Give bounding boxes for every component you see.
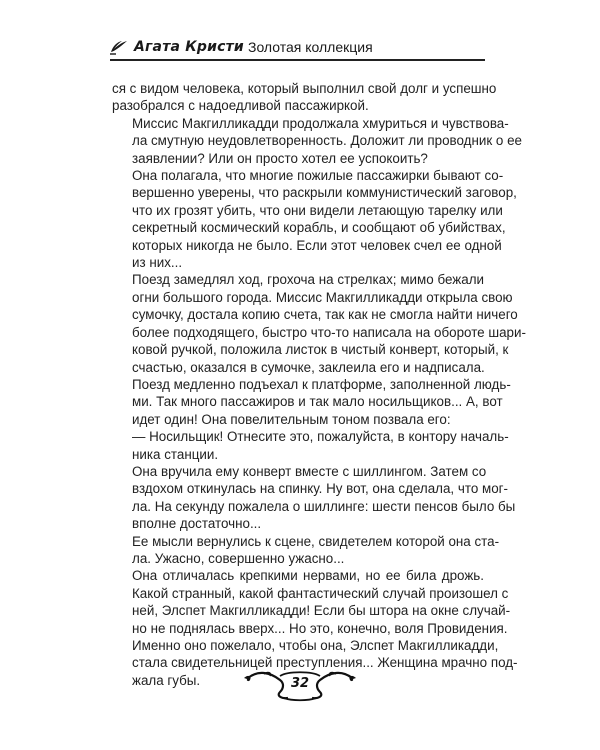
text-line: вершенно уверены, что раскрыли коммунистический заговор,: [132, 185, 517, 201]
paragraph: [112, 167, 517, 271]
text-line: ся с видом человека, который выполнил свой долг и успешно: [112, 81, 497, 96]
text-line: из них...: [132, 255, 183, 271]
text-line: Ее мысли вернулись к сцене, свидетелем которой она ста-: [132, 533, 500, 549]
paragraph: [112, 271, 526, 375]
page-number: 32: [290, 676, 310, 691]
paragraph: [112, 115, 522, 167]
text-line: заявлении? Или он просто хотел ее успокоить?: [132, 150, 428, 166]
text-line: Какой странный, какой фантастический случай произошел с: [132, 585, 509, 601]
text-line: ла. На секунду пожалела о шиллинге: шести пенсов было бы: [132, 498, 516, 514]
text-line: — Носильщик! Отнесите это, пожалуйста, в контору началь-: [132, 429, 509, 445]
text-line: жала губы.: [132, 672, 201, 688]
text-line: секретный космический корабль, и сообщают об убийствах,: [132, 220, 506, 236]
body-text: [112, 80, 526, 689]
text-line: ла. Ужасно, совершенно ужасно...: [132, 550, 345, 566]
text-line: сумочку, достала копию счета, так как не смогла найти ничего: [132, 307, 518, 323]
text-line: ла смутную неудовлетворенность. Доложит ли проводник о ее: [132, 133, 522, 149]
text-line: ковой ручкой, положила листок в чистый конверт, который, к: [132, 342, 509, 358]
text-line: вздохом откинулась на спинку. Ну вот, она сделала, что мог-: [132, 481, 508, 497]
text-line: вполне достаточно...: [132, 516, 262, 532]
text-line: огни большого города. Миссис Макгилликадди открыла свою: [132, 289, 513, 305]
text-line: более подходящего, быстро что-то написала на обороте шари-: [132, 324, 526, 340]
text-line: ми. Так много пассажиров и так мало носильщиков... А, вот: [132, 394, 503, 410]
text-line: счастью, оказался в сумочке, заклеила его и надписала.: [132, 359, 485, 375]
text-line: которых никогда не было. Если этот человек счел ее одной: [132, 237, 502, 253]
text-line: Поезд замедлял ход, грохоча на стрелках; мимо бежали: [132, 272, 484, 288]
text-line: стала свидетельницей преступления... Женщина мрачно под-: [132, 655, 518, 671]
text-line: Поезд медленно подъехал к платформе, заполненной людь-: [132, 376, 511, 392]
text-line: разобрался с надоедливой пассажиркой.: [112, 98, 369, 114]
text-line: Именно оно пожелало, чтобы она, Элспет Макгилликадди,: [132, 638, 499, 653]
paragraph: [112, 376, 511, 428]
paragraph: [112, 463, 516, 533]
text-line: ника станции.: [132, 446, 219, 462]
paragraph: [112, 80, 497, 115]
text-line: Она вручила ему конверт вместе с шиллингом. Затем со: [132, 463, 487, 479]
running-header: [110, 38, 485, 58]
header-author: Агата Кристи: [134, 39, 244, 55]
text-line: идет один! Она повелительным тоном позвала его:: [132, 411, 451, 427]
header-series: Золотая коллекция: [248, 39, 373, 55]
paragraph: [112, 428, 509, 463]
paragraph: [112, 533, 500, 568]
text-line: Она полагала, что многие пожилые пассажирки бывают со-: [132, 168, 504, 184]
text-line: что их грозят убить, что они видели летающую тарелку или: [132, 202, 503, 218]
text-line: ней, Элспет Макгилликадди! Если бы штора на окне случай-: [132, 603, 511, 619]
header-rule: [110, 59, 485, 61]
text-line: но не поднялась вверх... Но это, конечно, воля Провидения.: [132, 620, 508, 636]
feather-quill-icon: [110, 39, 128, 55]
text-line: Она отличалась крепкими нервами, но ее била дрожь.: [132, 568, 484, 584]
text-line: Миссис Макгилликадди продолжала хмуриться и чувствова-: [132, 115, 509, 131]
page-footer: [240, 668, 360, 702]
